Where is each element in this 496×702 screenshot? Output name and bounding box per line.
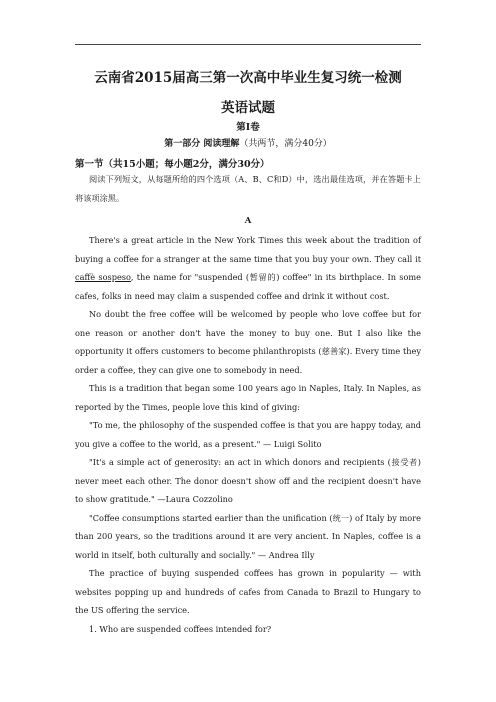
subject-title: 英语试题 (221, 100, 275, 116)
underlined-term: caffè sospeso (75, 272, 131, 282)
question: 1. Who are suspended coffees intended for? (89, 623, 272, 634)
part-label: 第一部分 阅读理解 (164, 139, 240, 149)
exam-title: 云南省2015届高三第一次高中毕业生复习统一检测 (94, 70, 402, 86)
part-heading (0, 136, 496, 149)
instructions-text: 阅读下列短文，从每题所给的四个选项（A、B、C和D）中，选出最佳选项，并在答题卡上将该项涂黑。 (75, 174, 421, 203)
paragraph: This is a tradition that began some 100 years ago in Naples, Italy. In Naples, as reported by the Times, people love this kind of giving: (75, 383, 421, 412)
passage-letter: A (244, 216, 252, 226)
paragraph (75, 231, 421, 305)
paragraph: No doubt the free coffee will be welcomed by people who love coffee but for one reason or another don't have the money to buy one. But I also like the opportunity it offers customers to become philanthropists (慈善家). Every time they order a coffee, they can give one to somebody in need. (75, 309, 421, 375)
paragraph: The practice of buying suspended coffees has grown in popularity — with websites popping up and hundreds of cafes from Canada to Brazil to Hungary to the US offering the service. (75, 568, 421, 615)
passage-body (75, 231, 421, 638)
quote: "To me, the philosophy of the suspended coffee is that you are happy today, and you give a coffee to the world, as a present." — Luigi Solito (75, 420, 421, 449)
paragraph-text: There's a great article in the New York Times this week about the tradition of buying a coffee for a stranger at the same time that you buy your own. They call it (75, 235, 421, 264)
top-rule (75, 44, 421, 45)
quote: "It's a simple act of generosity: an act in which donors and recipients (接受者) never meet each other. The donor doesn't show off and the recipient doesn't have to show gratitude." —Laura Cozzolino (75, 457, 421, 504)
section-heading: 第一节（共15小题；每小题2分，满分30分） (75, 159, 270, 170)
paragraph-text: , the name for "suspended (暂留的) coffee" in its birthplace. In some cafes, folks in need may claim a suspended coffee and drink it without cost. (75, 272, 421, 301)
volume-label: 第I卷 (236, 122, 260, 133)
instructions (75, 170, 421, 208)
quote: "Coffee consumptions started earlier than the unification (统一) of Italy by more than 200 years, so the traditions around it are very ancient. In Naples, coffee is a world in itself, both culturally and socially." — Andrea Illy (75, 512, 421, 560)
part-note: （共两节，满分40分） (239, 139, 332, 149)
